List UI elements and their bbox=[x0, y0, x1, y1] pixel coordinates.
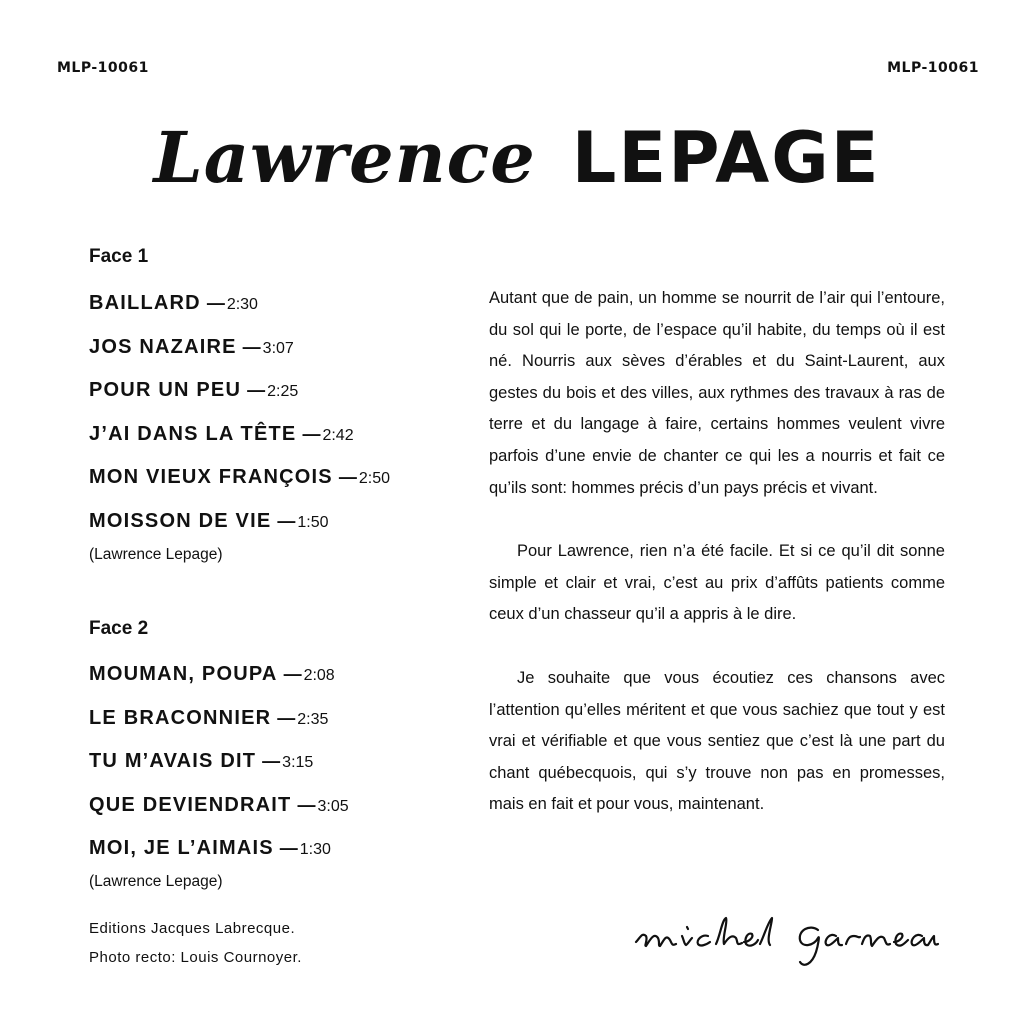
track-duration: 1:50 bbox=[297, 513, 329, 531]
publisher-credit: Editions Jacques Labrecque. bbox=[89, 920, 296, 937]
face-1-songwriter-credit: (Lawrence Lepage) bbox=[89, 546, 223, 563]
track-title: TU M’AVAIS DIT bbox=[89, 750, 257, 772]
track-duration: 3:05 bbox=[317, 797, 349, 815]
track-item: J’AI DANS LA TÊTE — 2:42 bbox=[89, 422, 354, 445]
track-item: MOUMAN, POUPA — 2:08 bbox=[89, 663, 335, 685]
liner-paragraph-3: Je souhaite que vous écoutiez ces chansons avec l’attention qu’elles méritent et que vous sachiez que tout y est vrai et vérifiable et que vous sentiez que c’est là une part du chant québecquois, qui s’y trouve non pas en promesses, mais en fait et pour vous, maintenant. bbox=[489, 668, 945, 814]
liner-paragraph-1: Autant que de pain, un homme se nourrit de l’air qui l’entoure, du sol qui le porte, de l’espace qu’il habite, du temps où il est né. Nourris aux sèves d’érables et du Saint-Laurent, aux gestes du bois et des villes, aux rythmes des travaux à ras de terre et du langage à faire, certains hommes veulent vivre parfois d’une envie de chanter ce qui les a nourris et fait ce qu’ils sont: hommes précis d’un pays précis et vivant. bbox=[489, 289, 945, 497]
track-title: J’AI DANS LA TÊTE bbox=[89, 422, 297, 445]
track-title: MON VIEUX FRANÇOIS bbox=[89, 466, 333, 488]
track-duration: 1:30 bbox=[299, 841, 331, 858]
track-duration: 2:42 bbox=[322, 426, 354, 444]
signature-michel-garneau bbox=[632, 912, 942, 972]
track-duration: 3:07 bbox=[262, 339, 294, 357]
face-2-songwriter-credit: (Lawrence Lepage) bbox=[89, 873, 223, 890]
face-1-tracklist bbox=[89, 288, 390, 549]
track-item: POUR UN PEU — 2:25 bbox=[89, 379, 299, 401]
track-title: JOS NAZAIRE bbox=[89, 335, 237, 358]
track-duration: 2:08 bbox=[303, 667, 335, 684]
track-item: QUE DEVIENDRAIT — 3:05 bbox=[89, 793, 349, 816]
track-item: MON VIEUX FRANÇOIS — 2:50 bbox=[89, 466, 390, 488]
track-item: MOI, JE L’AIMAIS — 1:30 bbox=[89, 837, 331, 859]
footer-credits bbox=[89, 914, 302, 972]
track-title: LE BRACONNIER bbox=[89, 706, 272, 729]
track-duration: 3:15 bbox=[282, 754, 314, 771]
track-duration: 2:30 bbox=[226, 296, 258, 313]
catalog-number-left: MLP-10061 bbox=[57, 60, 149, 76]
track-title: POUR UN PEU bbox=[89, 379, 242, 401]
track-item: LE BRACONNIER — 2:35 bbox=[89, 706, 329, 729]
photo-credit: Photo recto: Louis Cournoyer. bbox=[89, 949, 302, 966]
track-title: QUE DEVIENDRAIT bbox=[89, 793, 292, 816]
liner-paragraph-2: Pour Lawrence, rien n’a été facile. Et si ce qu’il dit sonne simple et clair et vrai, c’est au prix d’affûts patients comme ceux d’un chasseur qu’il a appris à le dire. bbox=[489, 542, 945, 624]
catalog-number-right: MLP-10061 bbox=[887, 60, 979, 76]
face-1-heading: Face 1 bbox=[89, 246, 149, 267]
track-title: MOUMAN, POUPA bbox=[89, 663, 278, 685]
track-item: BAILLARD — 2:30 bbox=[89, 292, 258, 314]
face-2-tracklist bbox=[89, 659, 349, 877]
face-2-heading: Face 2 bbox=[89, 618, 149, 639]
track-item: JOS NAZAIRE — 3:07 bbox=[89, 335, 294, 358]
track-title: BAILLARD bbox=[89, 292, 201, 314]
artist-first-name: Lawrence bbox=[153, 116, 536, 199]
liner-notes bbox=[489, 283, 945, 853]
track-duration: 2:25 bbox=[267, 383, 299, 400]
artist-last-name: LEPAGE bbox=[571, 117, 881, 199]
track-duration: 2:50 bbox=[358, 470, 390, 487]
track-item: MOISSON DE VIE — 1:50 bbox=[89, 509, 329, 532]
track-title: MOI, JE L’AIMAIS bbox=[89, 837, 274, 859]
track-item: TU M’AVAIS DIT — 3:15 bbox=[89, 750, 314, 772]
track-title: MOISSON DE VIE bbox=[89, 509, 272, 532]
track-duration: 2:35 bbox=[297, 710, 329, 728]
album-title bbox=[0, 118, 1034, 198]
